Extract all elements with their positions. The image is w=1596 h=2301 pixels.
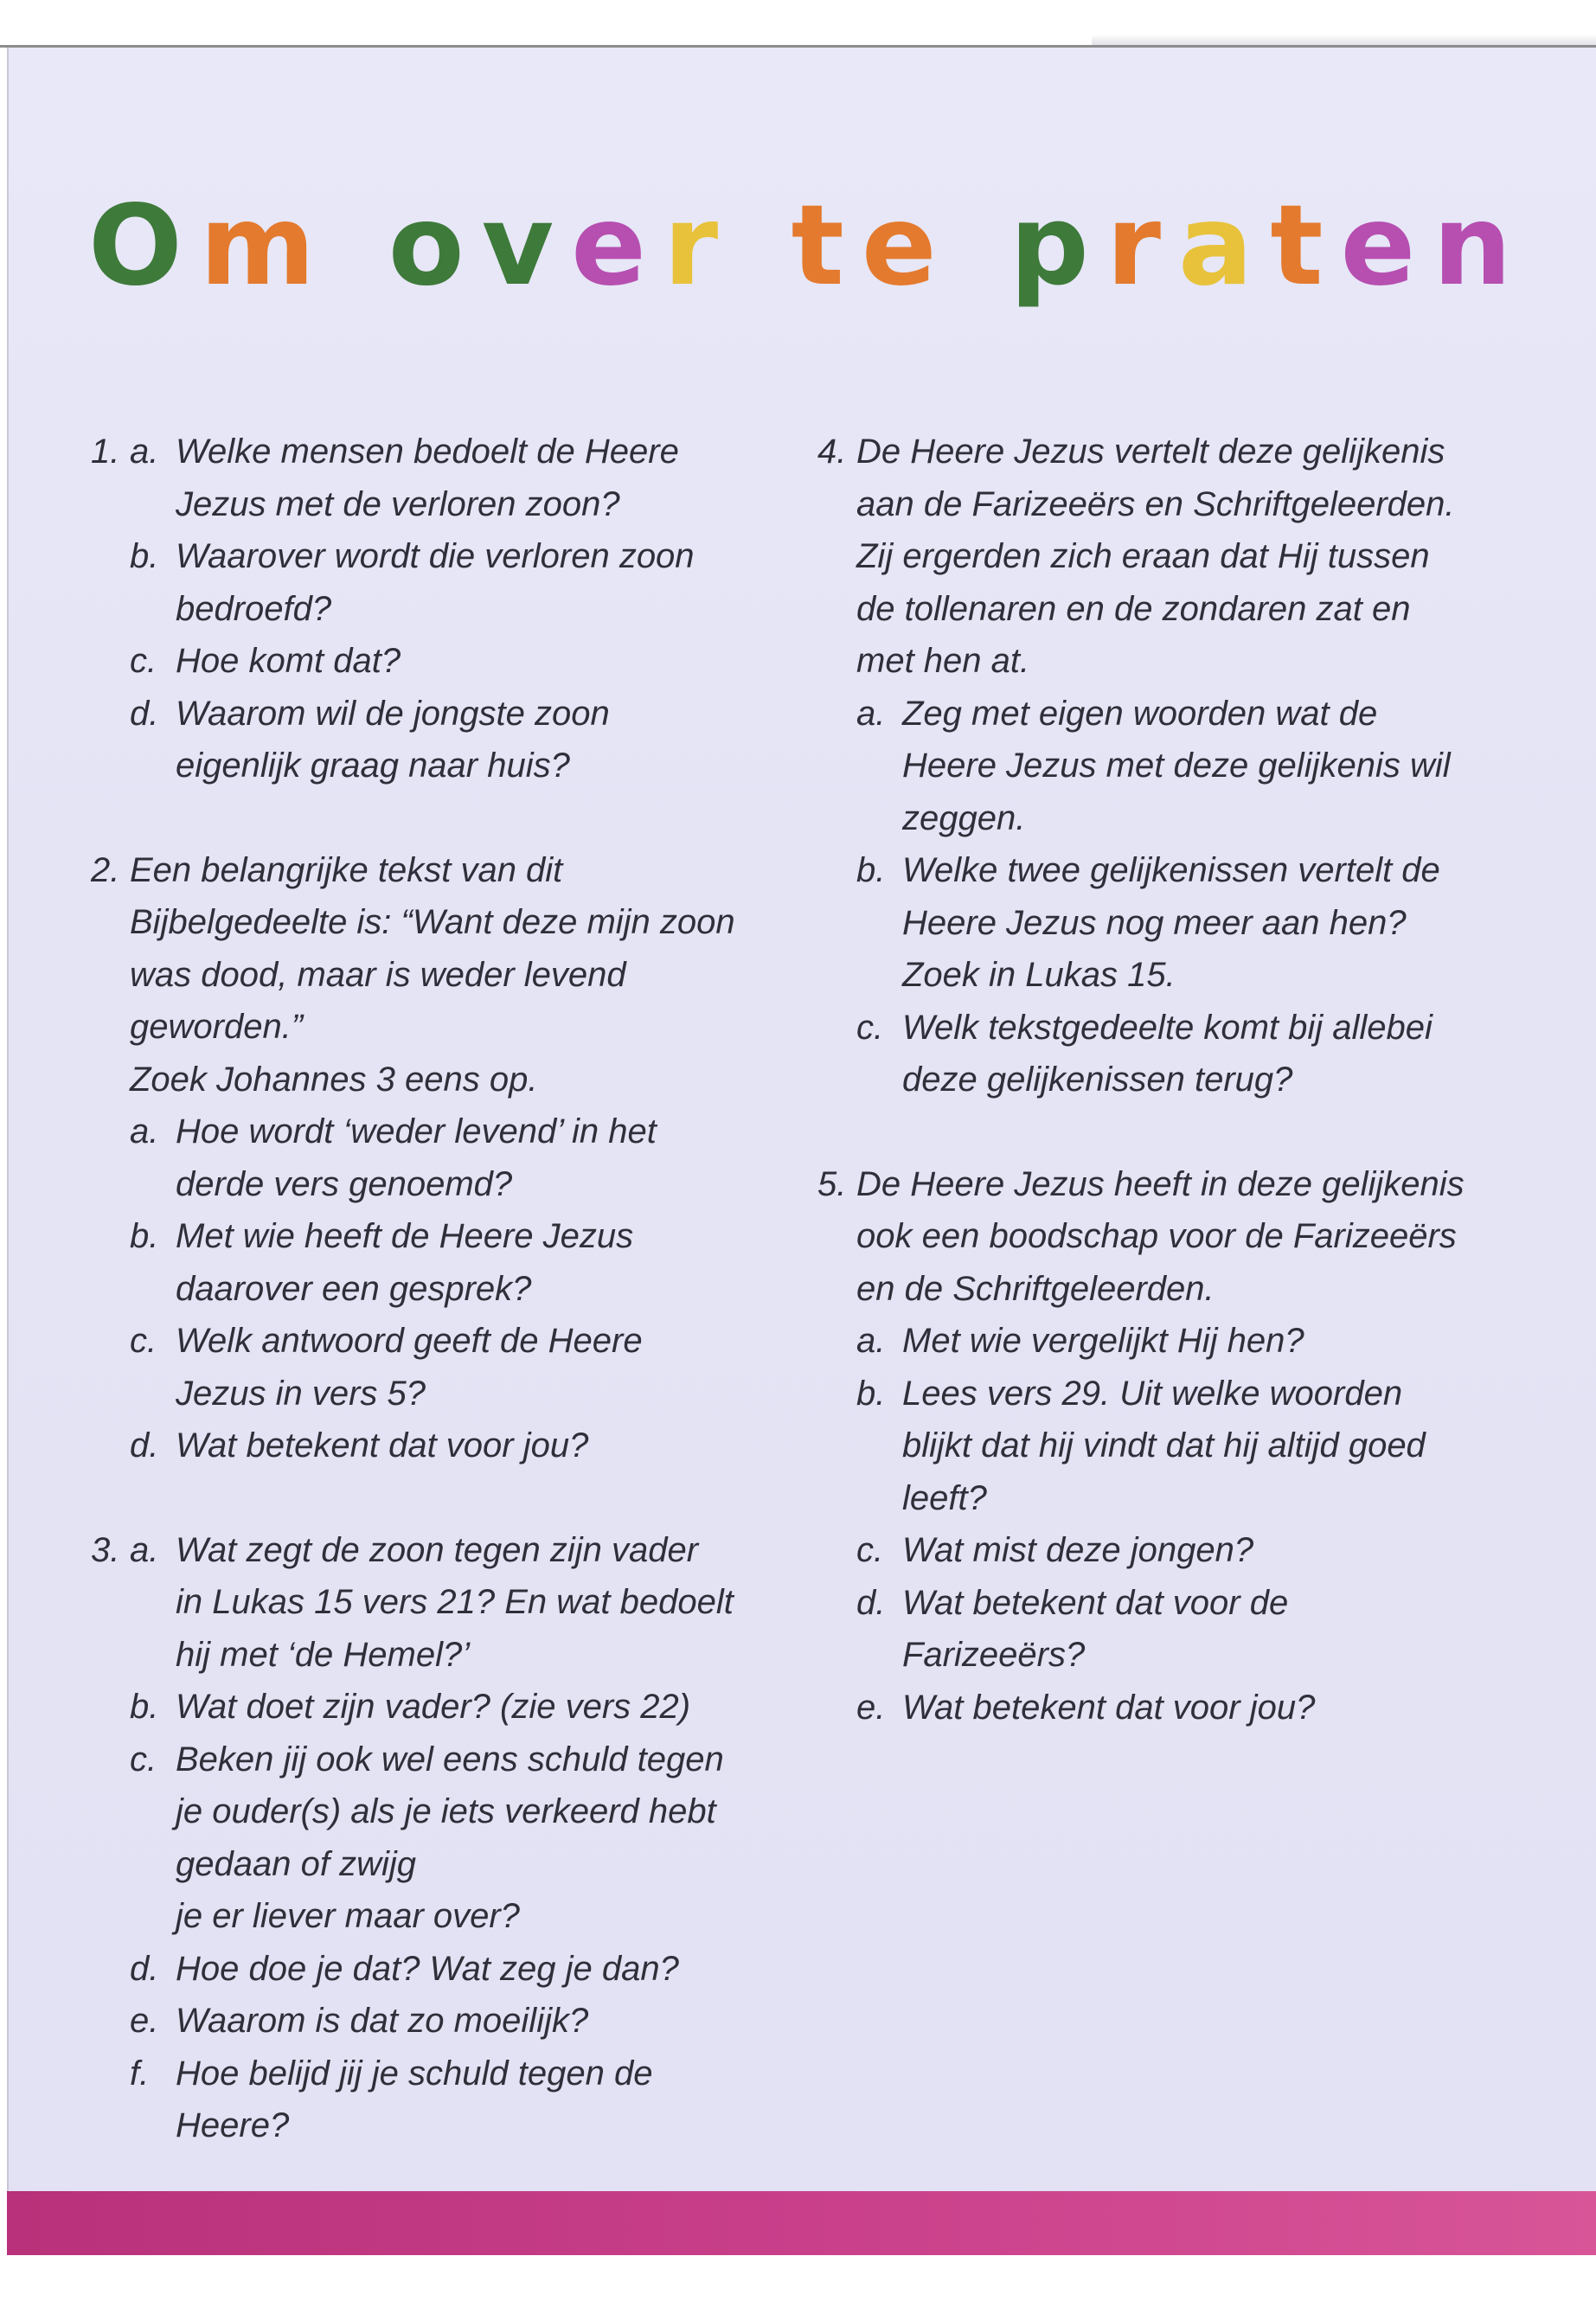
sub-question-line: Welke twee gelijkenissen vertelt de bbox=[902, 851, 1440, 889]
question-number bbox=[817, 583, 856, 636]
question-gap bbox=[817, 1106, 1561, 1158]
question-number bbox=[817, 635, 856, 688]
sub-question-row bbox=[91, 740, 809, 792]
title-letter bbox=[954, 160, 1010, 333]
sub-question-line: gedaan of zwijg bbox=[176, 1844, 416, 1883]
sub-question-line: blijkt dat hij vindt dat hij altijd goed bbox=[902, 1426, 1426, 1465]
title-letter: t bbox=[791, 182, 862, 311]
question-intro-line: met hen at. bbox=[856, 642, 1030, 680]
sub-question-letter: d. bbox=[130, 694, 159, 733]
sub-question-letter: b. bbox=[130, 1688, 159, 1726]
question-number bbox=[91, 530, 130, 583]
question-intro-line: Zoek Johannes 3 eens op. bbox=[130, 1060, 538, 1099]
question-number bbox=[91, 1995, 130, 2048]
sub-question-letter bbox=[856, 897, 902, 950]
question-intro-line: aan de Farizeeërs en Schriftgeleerden. bbox=[856, 484, 1455, 523]
sub-question-line: Jezus in vers 5? bbox=[176, 1374, 426, 1413]
question-intro-line: was dood, maar is weder levend bbox=[130, 955, 626, 994]
sub-question-letter bbox=[856, 740, 902, 792]
sub-question-row bbox=[817, 897, 1561, 950]
question-intro-line: Bijbelgedeelte is: “Want deze mijn zoon bbox=[130, 903, 735, 941]
question-number: 3. bbox=[91, 1530, 120, 1569]
question-number bbox=[91, 1734, 130, 1786]
sub-question-line: hij met ‘de Hemel?’ bbox=[176, 1635, 471, 1674]
sub-question-row bbox=[91, 530, 809, 583]
sub-question-row bbox=[817, 949, 1561, 1002]
sub-question-line: zeggen. bbox=[902, 798, 1026, 837]
sub-question-line: Lees vers 29. Uit welke woorden bbox=[902, 1374, 1403, 1413]
title-letter: e bbox=[571, 182, 663, 311]
title-letter: e bbox=[1340, 182, 1433, 311]
sub-question-letter: f. bbox=[130, 2054, 150, 2093]
sub-question-row bbox=[817, 1002, 1561, 1054]
sub-question-line: Heere? bbox=[176, 2106, 290, 2144]
bottom-margin bbox=[0, 2255, 1596, 2301]
sub-question-line: Hoe belijd jij je schuld tegen de bbox=[176, 2054, 653, 2093]
question-number bbox=[91, 1054, 130, 1106]
sub-question-row bbox=[817, 1629, 1561, 1682]
sub-question-letter bbox=[130, 1890, 176, 1943]
sub-question-line: Zoek in Lukas 15. bbox=[902, 956, 1176, 994]
question-intro-line: De Heere Jezus vertelt deze gelijkenis bbox=[856, 433, 1445, 471]
sub-question-letter bbox=[130, 1838, 176, 1891]
sub-question-line: Welk tekstgedeelte komt bij allebei bbox=[902, 1008, 1433, 1047]
sub-question-row bbox=[91, 635, 809, 688]
sub-question-line: Met wie heeft de Heere Jezus bbox=[176, 1217, 634, 1255]
sub-question-row bbox=[91, 1995, 809, 2048]
title-letter: O bbox=[88, 182, 200, 311]
sub-question-row bbox=[91, 1890, 809, 1943]
question-number bbox=[91, 688, 130, 740]
question-number bbox=[91, 949, 130, 1002]
sub-question-row bbox=[817, 1054, 1561, 1106]
sub-question-line: deze gelijkenissen terug? bbox=[902, 1061, 1293, 1099]
question-intro-row bbox=[91, 949, 809, 1002]
question-intro-row bbox=[817, 635, 1561, 688]
title-letter: v bbox=[481, 182, 572, 311]
sub-question-letter: c. bbox=[856, 1531, 884, 1569]
sub-question-row bbox=[817, 844, 1561, 897]
sub-question-letter: a. bbox=[130, 1530, 159, 1569]
sub-question-letter: c. bbox=[856, 1008, 884, 1047]
question-intro-line: ook een boodschap voor de Farizeeërs bbox=[856, 1217, 1457, 1255]
question-number bbox=[91, 1629, 130, 1682]
sub-question-line: bedroefd? bbox=[176, 589, 332, 628]
question-intro-row bbox=[817, 1158, 1561, 1211]
title-letter: r bbox=[663, 182, 736, 311]
sub-question-line: Met wie vergelijkt Hij hen? bbox=[902, 1322, 1304, 1360]
sub-question-letter bbox=[856, 949, 902, 1002]
sub-question-line: Hoe wordt ‘weder levend’ in het bbox=[176, 1112, 657, 1150]
question-q5 bbox=[817, 1158, 1561, 1734]
question-intro-line: geworden.” bbox=[130, 1008, 304, 1046]
sub-question-row bbox=[91, 583, 809, 636]
sub-question-line: Welk antwoord geeft de Heere bbox=[176, 1322, 643, 1360]
question-number bbox=[817, 530, 856, 583]
question-intro-row bbox=[91, 844, 809, 897]
sub-question-letter bbox=[130, 1785, 176, 1838]
question-intro-row bbox=[91, 896, 809, 949]
footer-band bbox=[7, 2191, 1596, 2255]
sub-question-letter bbox=[856, 1629, 902, 1682]
sub-question-letter: d. bbox=[130, 1426, 159, 1465]
question-q3 bbox=[91, 1524, 809, 2152]
title-letter bbox=[735, 160, 792, 333]
sub-question-letter: c. bbox=[130, 1740, 157, 1779]
sub-question-letter bbox=[130, 583, 176, 636]
sub-question-line: Beken jij ook wel eens schuld tegen bbox=[176, 1740, 724, 1779]
question-number bbox=[91, 1001, 130, 1054]
title-letter bbox=[332, 160, 388, 333]
sub-question-row bbox=[91, 1368, 809, 1420]
sub-question-letter bbox=[130, 1368, 176, 1420]
title-letter: m bbox=[199, 182, 333, 311]
sub-question-line: Wat doet zijn vader? (zie vers 22) bbox=[176, 1688, 691, 1726]
sub-question-line: Waarover wordt die verloren zoon bbox=[176, 537, 695, 575]
question-intro-row bbox=[817, 1263, 1561, 1316]
sub-question-row bbox=[91, 1943, 809, 1996]
sub-question-row bbox=[91, 1524, 809, 1577]
sub-question-row bbox=[91, 1158, 809, 1211]
sub-question-letter bbox=[856, 1420, 902, 1472]
page-title bbox=[88, 160, 1529, 333]
sub-question-row bbox=[91, 1420, 809, 1472]
sub-question-line: Waarom is dat zo moeilijk? bbox=[176, 2002, 589, 2040]
question-q1 bbox=[91, 426, 809, 792]
title-letter: o bbox=[388, 182, 482, 311]
right-column bbox=[817, 426, 1561, 1734]
question-intro-line: Zij ergerden zich eraan dat Hij tussen bbox=[856, 537, 1430, 575]
sub-question-row bbox=[817, 1420, 1561, 1472]
sub-question-line: Wat betekent dat voor jou? bbox=[176, 1426, 589, 1465]
sub-question-line: Wat betekent dat voor jou? bbox=[902, 1688, 1316, 1727]
sub-question-line: Heere Jezus met deze gelijkenis wil bbox=[902, 747, 1451, 785]
sub-question-line: daarover een gesprek? bbox=[176, 1269, 532, 1308]
sub-question-row bbox=[91, 1210, 809, 1263]
question-q4 bbox=[817, 426, 1561, 1106]
question-gap bbox=[91, 1472, 809, 1524]
question-intro-row bbox=[91, 1054, 809, 1106]
question-number bbox=[91, 2048, 130, 2100]
sub-question-row bbox=[817, 1315, 1561, 1368]
title-letter: t bbox=[1270, 182, 1341, 311]
sub-question-row bbox=[817, 740, 1561, 792]
sub-question-letter: a. bbox=[130, 433, 159, 471]
title-letter: a bbox=[1177, 182, 1271, 311]
sub-question-line: Wat zegt de zoon tegen zijn vader bbox=[176, 1530, 699, 1569]
question-intro-line: De Heere Jezus heeft in deze gelijkenis bbox=[856, 1164, 1465, 1203]
sub-question-line: Hoe komt dat? bbox=[176, 642, 401, 680]
question-number bbox=[91, 583, 130, 636]
question-intro-line: Een belangrijke tekst van dit bbox=[130, 850, 563, 889]
sub-question-line: Farizeeërs? bbox=[902, 1636, 1086, 1674]
sub-question-row bbox=[91, 1576, 809, 1629]
question-number bbox=[91, 1576, 130, 1629]
title-letter: p bbox=[1010, 182, 1106, 311]
sub-question-row bbox=[817, 792, 1561, 845]
sub-question-row bbox=[91, 2099, 809, 2152]
sub-question-letter bbox=[856, 1472, 902, 1525]
question-number: 5. bbox=[817, 1164, 847, 1203]
sub-question-line: eigenlijk graag naar huis? bbox=[176, 747, 570, 785]
sub-question-line: leeft? bbox=[902, 1478, 987, 1517]
question-number bbox=[817, 478, 856, 531]
sub-question-row bbox=[91, 1734, 809, 1786]
sub-question-line: Zeg met eigen woorden wat de bbox=[902, 694, 1378, 733]
sub-question-letter bbox=[130, 478, 176, 531]
sub-question-row bbox=[817, 688, 1561, 740]
question-number bbox=[817, 1263, 856, 1316]
sub-question-letter bbox=[856, 1054, 902, 1106]
sub-question-row bbox=[91, 688, 809, 740]
sub-question-letter bbox=[130, 1576, 176, 1629]
sub-question-row bbox=[91, 478, 809, 531]
sub-question-letter bbox=[130, 2099, 176, 2152]
question-q2 bbox=[91, 844, 809, 1472]
sub-question-line: Welke mensen bedoelt de Heere bbox=[176, 433, 679, 471]
question-gap bbox=[91, 792, 809, 844]
sub-question-row bbox=[817, 1682, 1561, 1734]
question-intro-row bbox=[817, 478, 1561, 531]
question-intro-row bbox=[817, 1210, 1561, 1263]
question-number bbox=[91, 1890, 130, 1943]
title-letter: r bbox=[1106, 182, 1178, 311]
question-number bbox=[91, 635, 130, 688]
sub-question-letter bbox=[130, 740, 176, 792]
sub-question-letter: e. bbox=[130, 2002, 159, 2040]
sub-question-letter bbox=[130, 1158, 176, 1211]
question-number bbox=[91, 1785, 130, 1838]
sub-question-line: je ouder(s) als je iets verkeerd hebt bbox=[176, 1792, 716, 1830]
question-number bbox=[91, 478, 130, 531]
sub-question-line: in Lukas 15 vers 21? En wat bedoelt bbox=[176, 1583, 734, 1621]
sub-question-row bbox=[91, 1315, 809, 1368]
title-letter: n bbox=[1433, 182, 1529, 311]
question-number: 4. bbox=[817, 433, 847, 471]
sub-question-row bbox=[817, 1368, 1561, 1420]
sub-question-line: Wat mist deze jongen? bbox=[902, 1531, 1254, 1569]
sub-question-row bbox=[91, 1629, 809, 1682]
sub-question-letter: d. bbox=[130, 1949, 159, 1988]
question-intro-row bbox=[91, 1001, 809, 1054]
sub-question-row bbox=[817, 1577, 1561, 1630]
question-number bbox=[91, 1681, 130, 1734]
sub-question-row bbox=[91, 1681, 809, 1734]
sub-question-letter: b. bbox=[130, 1217, 159, 1255]
question-number: 2. bbox=[91, 850, 120, 889]
sub-question-row bbox=[91, 1106, 809, 1158]
sub-question-letter bbox=[130, 1263, 176, 1316]
sub-question-letter: b. bbox=[130, 537, 159, 575]
sub-question-row bbox=[91, 1263, 809, 1316]
question-intro-row bbox=[817, 583, 1561, 636]
sub-question-row bbox=[91, 426, 809, 478]
sub-question-line: Hoe doe je dat? Wat zeg je dan? bbox=[176, 1949, 679, 1988]
question-intro-line: de tollenaren en de zondaren zat en bbox=[856, 589, 1411, 628]
sub-question-line: Jezus met de verloren zoon? bbox=[176, 484, 620, 523]
sub-question-line: Wat betekent dat voor de bbox=[902, 1583, 1289, 1622]
sub-question-row bbox=[91, 1785, 809, 1838]
question-number bbox=[91, 896, 130, 949]
question-intro-row bbox=[817, 530, 1561, 583]
sub-question-letter: c. bbox=[130, 642, 157, 680]
question-number bbox=[817, 1210, 856, 1263]
sub-question-letter bbox=[856, 792, 902, 845]
question-intro-row bbox=[817, 426, 1561, 478]
sub-question-row bbox=[91, 1838, 809, 1891]
left-column bbox=[91, 426, 809, 2152]
question-intro-line: en de Schriftgeleerden. bbox=[856, 1269, 1215, 1308]
sub-question-line: Waarom wil de jongste zoon bbox=[176, 694, 610, 733]
sub-question-letter: b. bbox=[856, 851, 886, 889]
sub-question-letter: b. bbox=[856, 1374, 886, 1413]
sub-question-letter: a. bbox=[856, 694, 886, 733]
sub-question-letter: d. bbox=[856, 1583, 886, 1622]
sub-question-letter: a. bbox=[856, 1322, 886, 1360]
sub-question-letter: c. bbox=[130, 1322, 157, 1360]
sub-question-letter: a. bbox=[130, 1112, 159, 1150]
question-number bbox=[91, 1838, 130, 1891]
question-number bbox=[91, 2099, 130, 2152]
sub-question-line: je er liever maar over? bbox=[176, 1897, 520, 1935]
sub-question-line: derde vers genoemd? bbox=[176, 1164, 513, 1203]
question-number: 1. bbox=[91, 433, 120, 471]
question-number bbox=[91, 740, 130, 792]
question-number bbox=[91, 1943, 130, 1996]
sub-question-letter bbox=[130, 1629, 176, 1682]
sub-question-row bbox=[817, 1524, 1561, 1577]
sub-question-row bbox=[91, 2048, 809, 2100]
title-letter: e bbox=[861, 182, 954, 311]
sub-question-letter: e. bbox=[856, 1688, 886, 1727]
sub-question-row bbox=[817, 1472, 1561, 1525]
sub-question-line: Heere Jezus nog meer aan hen? bbox=[902, 903, 1407, 942]
